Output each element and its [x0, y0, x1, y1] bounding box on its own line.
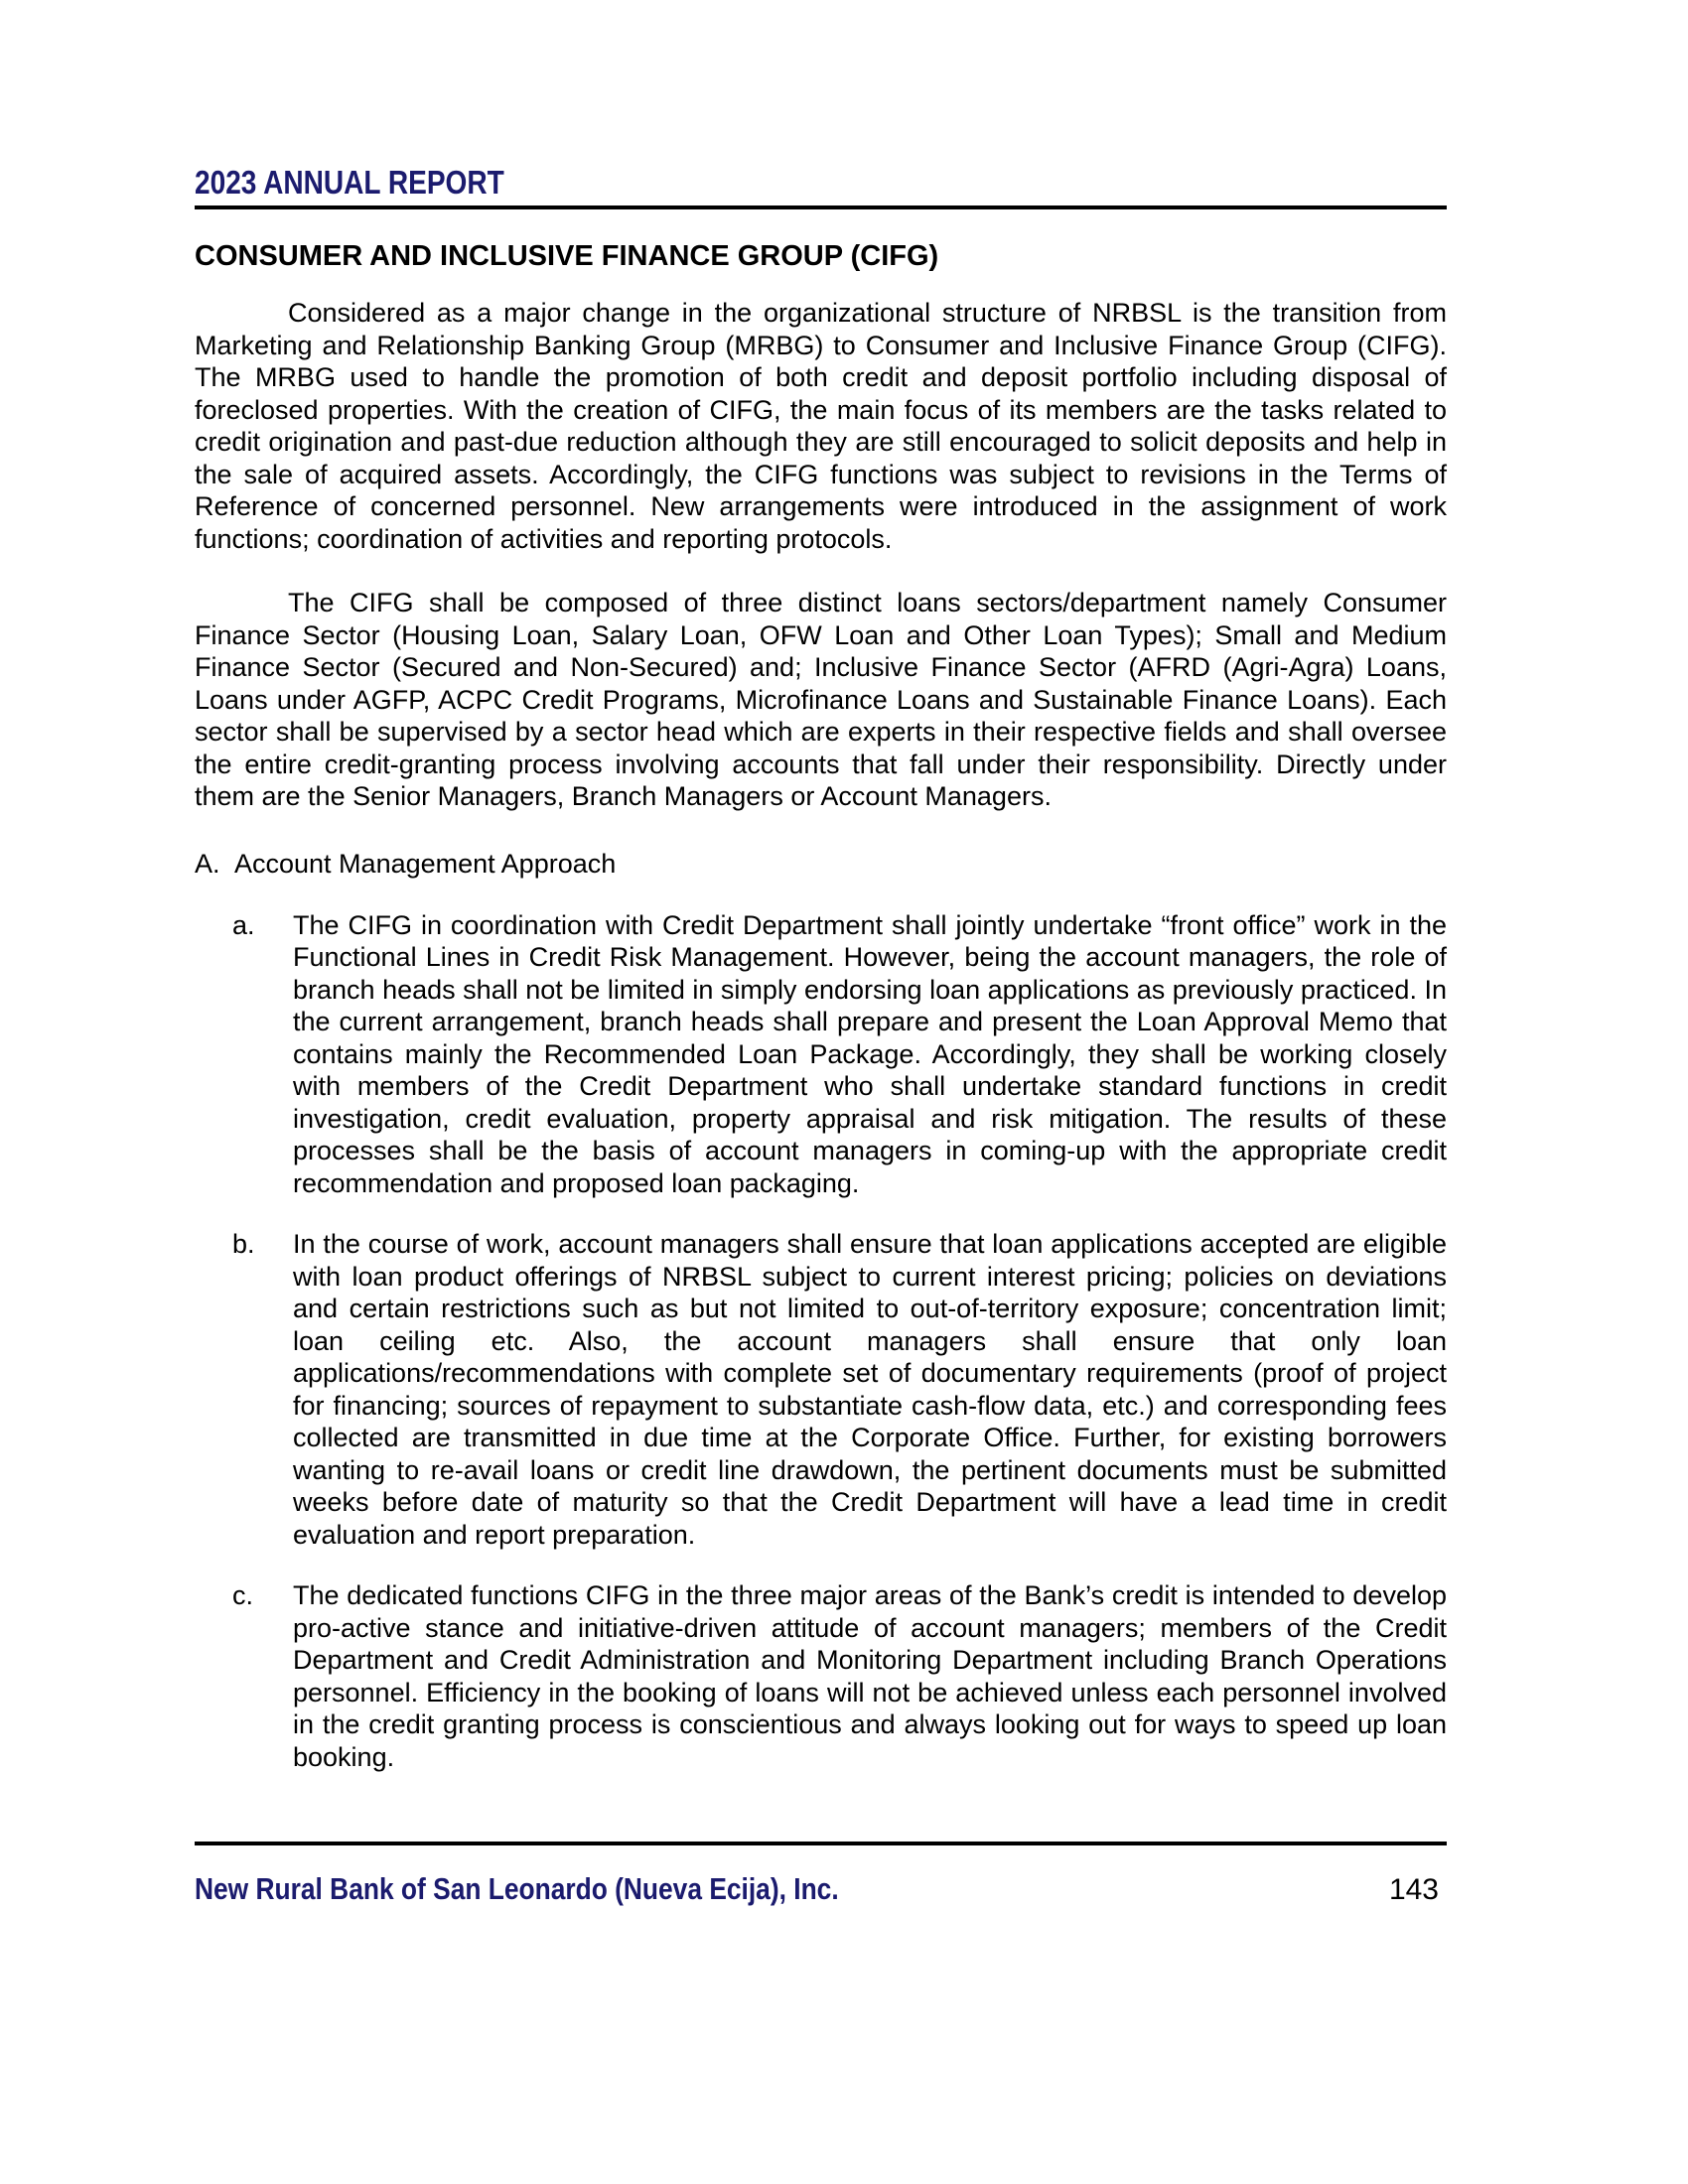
list-item-text: The dedicated functions CIFG in the three major areas of the Bank’s credit is intended to develop pro-active stance and initiative-driven attitude of account managers; members of the Credit Department and Credit Administration and Monitoring Department including Branch Operations personnel. Efficiency in the booking of loans will not be achieved unless each personnel involved in the credit granting process is conscientious and always looking out for ways to speed up loan booking.	[293, 1580, 1447, 1772]
list-item-label: c.	[232, 1580, 254, 1610]
footer-bank-name: New Rural Bank of San Leonardo (Nueva Ecija), Inc.	[195, 1871, 839, 1906]
list-item-a	[195, 909, 1447, 1200]
list-item-text: In the course of work, account managers shall ensure that loan applications accepted are eligible with loan product offerings of NRBSL subject to current interest pricing; policies on deviations and certain restrictions such as but not limited to out-of-territory exposure; concentration limit; loan ceiling etc. Also, the account managers shall ensure that only loan applications/recommendations with complete set of documentary requirements (proof of project for financing; sources of repayment to substantiate cash-flow data, etc.) and corresponding fees collected are transmitted in due time at the Corporate Office. Further, for existing borrowers wanting to re-avail loans or credit line drawdown, the pertinent documents must be submitted weeks before date of maturity so that the Credit Department will have a lead time in credit evaluation and report preparation.	[293, 1229, 1447, 1550]
footer-page-number: 143	[1388, 1873, 1439, 1906]
outline-heading-label: A.	[195, 848, 220, 879]
footer-row	[195, 1871, 1447, 1907]
page-footer	[195, 1842, 1447, 1907]
list-item-c	[195, 1579, 1447, 1773]
list-item-label: b.	[232, 1229, 255, 1259]
footer-rule	[195, 1842, 1447, 1845]
header-rule	[195, 205, 1447, 209]
page-content	[195, 165, 1447, 1773]
list-item-b	[195, 1228, 1447, 1551]
list-item-label: a.	[232, 909, 255, 940]
outline-heading-title: Account Management Approach	[234, 848, 617, 879]
paragraph-1: Considered as a major change in the organizational structure of NRBSL is the transition from Marketing and Relationship Banking Group (MRBG) to Consumer and Inclusive Finance Group (CIFG). The MRBG used to handle the promotion of both credit and deposit portfolio including disposal of foreclosed properties. With the creation of CIFG, the main focus of its members are the tasks related to credit origination and past-due reduction although they are still encouraged to solicit deposits and help in the sale of acquired assets. Accordingly, the CIFG functions was subject to revisions in the Terms of Reference of concerned personnel. New arrangements were introduced in the assignment of work functions; coordination of activities and reporting protocols.	[195, 298, 1447, 554]
list-item-text: The CIFG in coordination with Credit Department shall jointly undertake “front office” work in the Functional Lines in Credit Risk Management. However, being the account managers, the role of branch heads shall not be limited in simply endorsing loan applications as previously practiced. In the current arrangement, branch heads shall prepare and present the Loan Approval Memo that contains mainly the Recommended Loan Package. Accordingly, they shall be working closely with members of the Credit Department who shall undertake standard functions in credit investigation, credit evaluation, property appraisal and risk mitigation. The results of these processes shall be the basis of account managers in coming-up with the appropriate credit recommendation and proposed loan packaging.	[293, 909, 1447, 1198]
section-main-heading: CONSUMER AND INCLUSIVE FINANCE GROUP (CIFG)	[195, 240, 939, 272]
report-header-title: 2023 ANNUAL REPORT	[195, 164, 504, 201]
report-page	[195, 0, 1447, 2184]
outline-heading-a	[195, 848, 1447, 881]
document-body	[195, 297, 1447, 1773]
paragraph-2: The CIFG shall be composed of three distinct loans sectors/department namely Consumer Finance Sector (Housing Loan, Salary Loan, OFW Loan and Other Loan Types); Small and Medium Finance Sector (Secured and Non-Secured) and; Inclusive Finance Sector (AFRD (Agri-Agra) Loans, Loans under AGFP, ACPC Credit Programs, Microfinance Loans and Sustainable Finance Loans). Each sector shall be supervised by a sector head which are experts in their respective fields and shall oversee the entire credit-granting process involving accounts that fall under their responsibility. Directly under them are the Senior Managers, Branch Managers or Account Managers.	[195, 588, 1447, 811]
